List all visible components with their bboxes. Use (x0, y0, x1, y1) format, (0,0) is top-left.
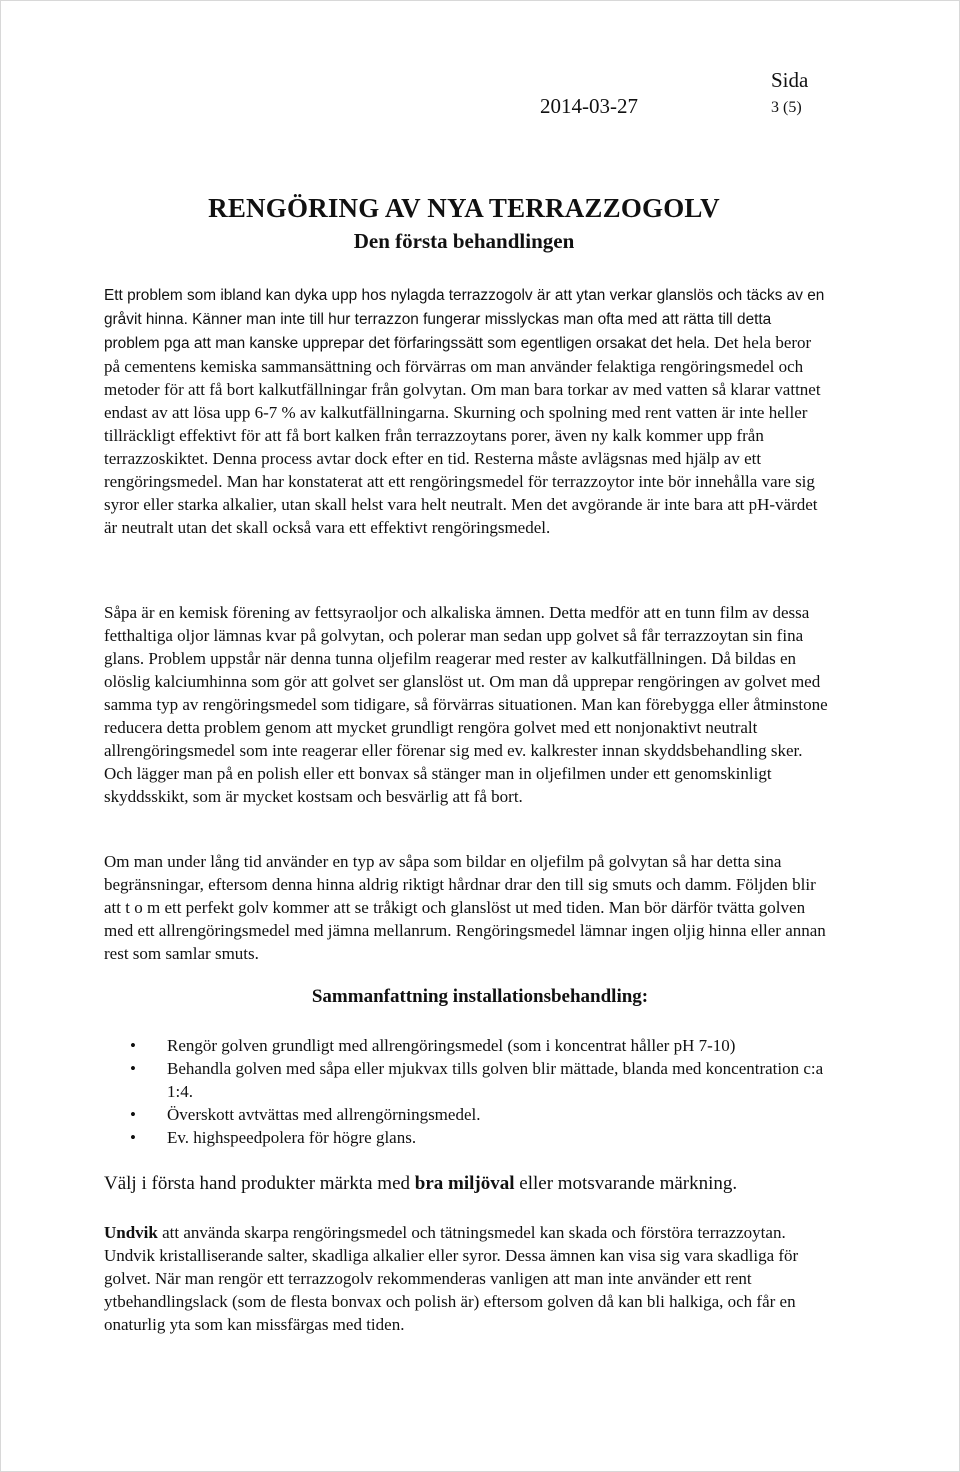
bullet-icon: • (130, 1036, 136, 1055)
summary-heading: Sammanfattning installationsbehandling: (311, 986, 649, 1007)
document-date: 2014-03-27 (540, 94, 638, 118)
paragraph-avoid (104, 1221, 828, 1336)
list-item-text: Behandla golven med såpa eller mjukvax tills golven blir mättade, blanda med koncentration c:a 1:4. (167, 1059, 824, 1101)
document-title: RENGÖRING AV NYA TERRAZZOGOLV (208, 193, 720, 223)
bullet-icon: • (130, 1059, 136, 1078)
list-item-text: Ev. highspeedpolera för högre glans. (167, 1128, 417, 1147)
bullet-icon: • (130, 1128, 136, 1147)
avoid-text: att använda skarpa rengöringsmedel och tätningsmedel kan skada och förstöra terrazzoytan. Undvik kristalliserande salter, skadliga alkalier eller syror. Dessa ämnen kan visa sig vara skadliga för golvet. När man rengör ett terrazzogolv rekommenderas vanligen att man inte använder ett rent ytbehandlingslack (som de flesta bonvax och polish är) eftersom golven då kan bli halkiga, och får en onaturlig yta som kan missfärgas med tiden. (104, 1223, 799, 1334)
list-item (130, 1103, 830, 1126)
intro-sans-text: Ett problem som ibland kan dyka upp hos nylagda terrazzogolv är att ytan verkar glanslös och täcks av en gråvit hinna. Känner man inte till hur terrazzon fungerar misslyckas man ofta med att rätta till detta problem pga att man kanske upprepar det förfaringssätt som egentligen orsakat det hela. (104, 287, 825, 352)
recommendation-line (104, 1173, 864, 1195)
paragraph-oljefilm: Om man under lång tid använder en typ av såpa som bildar en oljefilm på golvytan så har detta sina begränsningar, eftersom denna hinna aldrig riktigt hårdnar drar den till sig smuts och damm. Följden blir att t o m ett perfekt golv kommer att se tråkigt och glanslöst ut med tiden. Man bör därför tvätta golven med ett allrengöringsmedel med jämna mellanrum. Rengöringsmedel lämnar ingen oljig hinna eller annan rest som samlar smuts. (104, 852, 826, 963)
intro-serif-text: Det hela beror på cementens kemiska sammansättning och förvärras om man använder felaktiga rengöringsmedel och metoder för att få bort kalkutfällningar från golvytan. Om man bara torkar av med vatten så klarar vattnet endast av att lösa upp 6-7 % av kalkutfällningarna. Skurning och spolning med rent vatten är inte heller tillräckligt effektivt för att få bort kalken från terrazzoytans porer, även ny kalk kommer upp från terrazzoskiktet. Denna process avtar dock efter en tid. Resterna måste avlägsnas med hjälp av ett rengöringsmedel. Man har konstaterat att ett rengöringsmedel för terrazzoytor inte bör innehålla vare sig syror eller starka alkalier, utan skall helst vara helt neutralt. Men det avgörande är inte bara att pH-värdet är neutralt utan det skall också vara ett effektivt rengöringsmedel. (104, 333, 821, 537)
bullet-icon: • (130, 1105, 136, 1124)
recommendation-emphasis: bra miljöval (414, 1173, 515, 1194)
page-label: Sida (771, 68, 809, 92)
avoid-keyword: Undvik (104, 1223, 158, 1242)
list-item (130, 1057, 830, 1103)
paragraph-intro (104, 283, 828, 539)
recommendation-text-start: Välj i första hand produkter märkta med (104, 1173, 415, 1194)
recommendation-text-end: eller motsvarande märkning. (514, 1173, 738, 1194)
paragraph-sapa: Såpa är en kemisk förening av fettsyraoljor och alkaliska ämnen. Detta medför att en tunn film av dessa fetthaltiga oljor lämnas kvar på golvytan, och polerar man sedan upp golvet så får terrazzoytan sin fina glans. Problem uppstår när denna tunna oljefilm reagerar med rester av kalkutfällningen. Då bildas en olöslig kalciumhinna som gör att golvet ser glanslöst ut. Om man då upprepar rengöringen av golvet med samma typ av rengöringsmedel som tidigare, så förvärras situationen. Man kan förebygga eller åtminstone reducera detta problem genom att mycket grundligt rengöra golvet med ett nonjonaktivt neutralt allrengöringsmedel som inte reagerar eller förenar sig med ev. kalkrester innan skyddsbehandling sker. Och lägger man på en polish eller ett bonvax så stänger man in oljefilmen under ett genomskinligt skyddsskikt, som är mycket kostsam och besvärlig att få bort. (104, 603, 828, 806)
list-item-text: Överskott avtvättas med allrengörningsmedel. (167, 1105, 481, 1124)
list-item (130, 1126, 830, 1149)
page-number: 3 (5) (771, 99, 802, 116)
summary-list (130, 1034, 830, 1149)
document-subtitle: Den första behandlingen (353, 229, 575, 253)
list-item (130, 1034, 830, 1057)
list-item-text: Rengör golven grundligt med allrengöringsmedel (som i koncentrat håller pH 7-10) (167, 1036, 736, 1055)
